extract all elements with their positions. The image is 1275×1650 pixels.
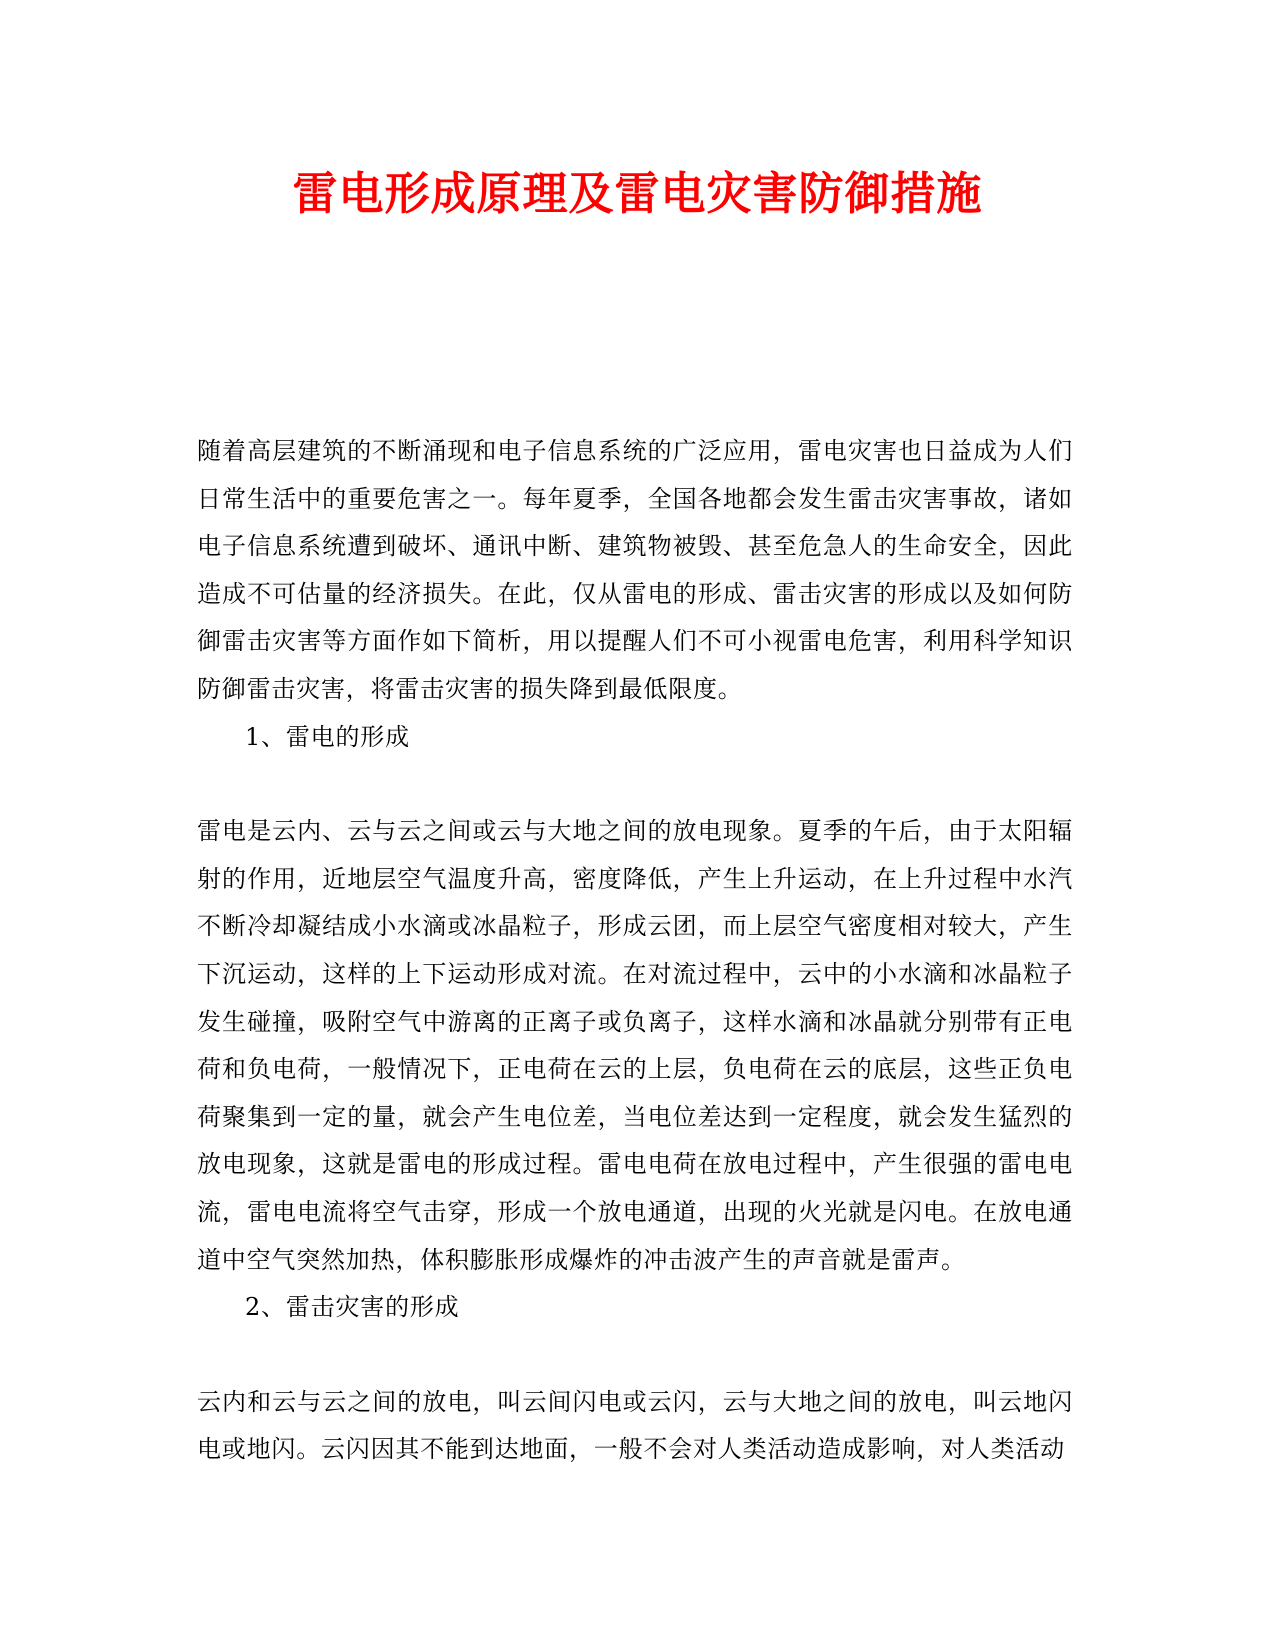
section-spacer: [197, 1332, 1073, 1379]
document-body: [197, 428, 1073, 1474]
section-paragraph-disaster: 云内和云与云之间的放电，叫云间闪电或云闪，云与大地之间的放电，叫云地闪电或地闪。云闪因其不能到达地面，一般不会对人类活动造成影响，对人类活动: [197, 1387, 1073, 1464]
document-title: 雷电形成原理及雷电灾害防御措施: [292, 167, 983, 220]
section-heading-formation: 1、雷电的形成: [245, 722, 410, 751]
section-paragraph-formation: 雷电是云内、云与云之间或云与大地之间的放电现象。夏季的午后，由于太阳辐射的作用，近地层空气温度升高，密度降低，产生上升运动，在上升过程中水汽不断冷却凝结成小水滴或冰晶粒子，形成云团，而上层空气密度相对较大，产生下沉运动，这样的上下运动形成对流。在对流过程中，云中的小水滴和冰晶粒子发生碰撞，吸附空气中游离的正离子或负离子，这样水滴和冰晶就分别带有正电荷和负电荷，一般情况下，正电荷在云的上层，负电荷在云的底层，这些正负电荷聚集到一定的量，就会产生电位差，当电位差达到一定程度，就会发生猛烈的放电现象，这就是雷电的形成过程。雷电电荷在放电过程中，产生很强的雷电电流，雷电电流将空气击穿，形成一个放电通道，出现的火光就是闪电。在放电通道中空气突然加热，体积膨胀形成爆炸的冲击波产生的声音就是雷声。: [197, 817, 1073, 1274]
intro-paragraph: 随着高层建筑的不断涌现和电子信息系统的广泛应用，雷电灾害也日益成为人们日常生活中的重要危害之一。每年夏季，全国各地都会发生雷击灾害事故，诸如电子信息系统遭到破坏、通讯中断、建筑物被毁、甚至危急人的生命安全，因此造成不可估量的经济损失。在此，仅从雷电的形成、雷击灾害的形成以及如何防御雷击灾害等方面作如下简析，用以提醒人们不可小视雷电危害，利用科学知识防御雷击灾害，将雷击灾害的损失降到最低限度。: [197, 437, 1073, 703]
section-heading-disaster: 2、雷击灾害的形成: [245, 1293, 460, 1322]
section-spacer: [197, 761, 1073, 808]
